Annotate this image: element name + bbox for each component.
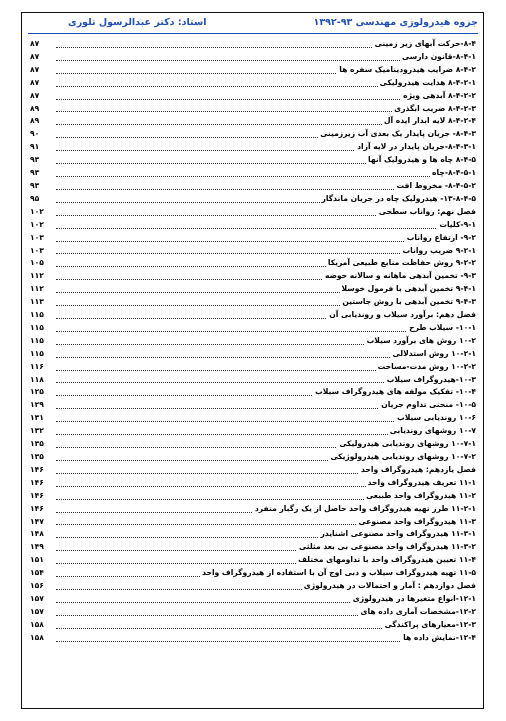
toc-entry-page: ۱۱۵ <box>30 310 44 320</box>
toc-entry-page: ۱۲۹ <box>30 400 44 410</box>
toc-entry-title: ۱۱-۵ تهیه هیدروگراف سیلاب و دبی اوج آن با استفاده از هیدروگراف واحد <box>200 567 476 580</box>
dot-leader <box>56 176 476 177</box>
toc-entry[interactable] <box>30 386 476 399</box>
toc-entry[interactable] <box>30 567 476 580</box>
toc-entry[interactable] <box>30 412 476 425</box>
toc-entry[interactable] <box>30 90 476 103</box>
toc-entry[interactable] <box>30 438 476 451</box>
toc-entry-page: ۱۵۷ <box>30 606 44 616</box>
toc-entry-page: ۱۵۷ <box>30 593 44 603</box>
toc-entry-page: ۹۳ <box>30 155 40 165</box>
toc-entry-title: ۱۰-۲-۱ روش استدلالی <box>391 348 476 361</box>
toc-entry-page: ۹۳ <box>30 168 40 178</box>
toc-entry-page: ۱۵۴ <box>30 568 44 578</box>
toc-entry-title: ۸-۴-حرکت آبهای زیر زمینی <box>373 38 476 51</box>
toc-entry-title: ۹-۴-۳ تخمین آبدهی با روش جاستین <box>340 296 476 309</box>
toc-entry[interactable] <box>30 580 476 593</box>
toc-entry[interactable] <box>30 180 476 193</box>
toc-entry-title: ۱۲-۱-انواع متغیرها در هیدرولوژی <box>351 593 476 606</box>
toc-entry[interactable] <box>30 232 476 245</box>
toc-entry-title: ۱۰-۳-هیدروگراف سیلاب <box>385 374 476 387</box>
toc-entry-title: ۸-۴-۲ ضرایب هیدرودینامیک سفره ها <box>337 64 476 77</box>
toc-entry-title: ۱۲-۳-معیارهای پراکندگی <box>383 619 476 632</box>
toc-entry[interactable] <box>30 245 476 258</box>
toc-entry-title: ۱۰-۲-۲ روش مدت-مساحت <box>376 361 476 374</box>
toc-entry[interactable] <box>30 451 476 464</box>
toc-entry-title: ۱۰-۵- منحنی تداوم جریان <box>379 399 476 412</box>
toc-entry-page: ۱۵۱ <box>30 555 44 565</box>
toc-entry[interactable] <box>30 141 476 154</box>
toc-entry-title: ۱۱-۱ تعریف هیدروگراف واحد <box>366 477 476 490</box>
toc-entry-page: ۱۴۹ <box>30 542 44 552</box>
page-header <box>28 17 478 33</box>
toc-entry-title: ۸-۴-۳- جریان پایدار یک بعدی آب زیرزمینی <box>318 128 476 141</box>
toc-entry-title: ۸-۴-۱-قانون دارسی <box>400 51 476 64</box>
toc-entry[interactable] <box>30 309 476 322</box>
toc-entry-title: ۸-۴-۵ چاه ها و هیدرولیک آنها <box>366 154 476 167</box>
toc-entry-title: ۱۲-۲-مشخصات آماری داده های <box>359 606 476 619</box>
toc-entry-title: ۱۱-۴ تعیین هیدروگراف واحد با تداومهای مختلف <box>296 554 476 567</box>
toc-entry-title: ۱۳-۸-۴-۵- هیدرولیک چاه در جریان ماندگار <box>320 193 476 206</box>
toc-entry[interactable] <box>30 206 476 219</box>
toc-entry-title: ۱۰-۱- سیلاب طرح <box>407 322 476 335</box>
toc-entry-page: ۱۱۸ <box>30 374 44 384</box>
toc-entry-page: ۹۰ <box>30 129 40 139</box>
toc-entry-title: ۹-۲- ارتفاع رواناب <box>405 232 476 245</box>
toc-entry-page: ۱۰۲ <box>30 219 44 229</box>
toc-entry[interactable] <box>30 477 476 490</box>
toc-entry-page: ۱۱۳ <box>30 297 44 307</box>
toc-entry-page: ۱۲۵ <box>30 387 44 397</box>
toc-entry-title: ۱۰-۷-۱ روشهای روندیابی هیدرولیکی <box>337 438 476 451</box>
toc-entry-page: ۸۷ <box>30 51 40 61</box>
toc-entry-title: ۸-۴-۳-۱-جریان پایدار در لایه آزاد <box>355 141 476 154</box>
toc-entry[interactable] <box>30 51 476 64</box>
toc-entry-title: ۱۰-۶ روندیابی سیلاب <box>395 412 476 425</box>
toc-entry-title: ۸-۴-۵-۲- مخروط افت <box>394 180 476 193</box>
toc-entry-page: ۱۴۶ <box>30 464 44 474</box>
toc-entry-title: ۱۱-۳-۱ هیدروگراف واحد مصنوعی اشنایدر <box>318 528 476 541</box>
toc-entry-page: ۸۹ <box>30 103 40 113</box>
author-name: استاد: دکتر عبدالرسول تلوری <box>68 17 207 28</box>
toc-entry-page: ۸۷ <box>30 39 40 48</box>
toc-entry-page: ۱۴۷ <box>30 516 44 526</box>
toc-entry-page: ۱۳۱ <box>30 413 44 423</box>
toc-entry[interactable] <box>30 154 476 167</box>
toc-entry-page: ۸۹ <box>30 116 40 126</box>
toc-entry-title: ۱۲-۴-نمایش داده ها <box>401 632 476 645</box>
toc-entry[interactable] <box>30 464 476 477</box>
toc-entry[interactable] <box>30 283 476 296</box>
toc-entry[interactable] <box>30 103 476 116</box>
toc-entry-page: ۱۱۵ <box>30 335 44 345</box>
toc-entry[interactable] <box>30 528 476 541</box>
toc-entry-title: ۱۱-۲ هیدروگراف واحد طبیعی <box>364 490 476 503</box>
toc-entry-title: ۱۱-۲-۱ طرز تهیه هیدروگراف واحد حاصل از یک رگبار منفرد <box>253 503 476 516</box>
toc-entry-page: ۱۴۸ <box>30 529 44 539</box>
toc-entry-page: ۱۰۳ <box>30 245 44 255</box>
toc-entry-title: فصل نهم: رواناب سطحی <box>377 206 476 219</box>
toc-entry-page: ۱۴۶ <box>30 503 44 513</box>
toc-entry-page: ۱۴۶ <box>30 490 44 500</box>
toc-entry-page: ۱۰۵ <box>30 258 44 268</box>
toc-entry-page: ۱۵۸ <box>30 619 44 629</box>
toc-entry-title: ۸-۴-۲-۴ لایه ابدار ایده آل <box>382 115 476 128</box>
table-of-contents <box>30 38 476 645</box>
toc-entry-page: ۱۳۵ <box>30 452 44 461</box>
toc-entry-page: ۸۷ <box>30 90 40 100</box>
toc-entry-page: ۱۱۵ <box>30 322 44 332</box>
toc-entry-title: فصل یازدهم: هیدروگراف واحد <box>359 464 476 477</box>
toc-entry[interactable] <box>30 490 476 503</box>
toc-entry-page: ۹۱ <box>30 142 40 152</box>
toc-entry-page: ۱۳۲ <box>30 426 44 436</box>
toc-entry-page: ۱۵۶ <box>30 581 44 591</box>
toc-entry-page: ۹۵ <box>30 193 40 203</box>
toc-entry[interactable] <box>30 374 476 387</box>
toc-entry-page: ۸۷ <box>30 64 40 74</box>
toc-entry-title: ۸-۴-۲-۲ آبدهی ویژه <box>401 90 476 103</box>
toc-entry-title: ۱۰-۷ روشهای روندیابی <box>388 425 476 438</box>
toc-entry-page: ۱۱۶ <box>30 361 44 371</box>
toc-entry[interactable] <box>30 219 476 232</box>
toc-entry[interactable] <box>30 77 476 90</box>
toc-entry[interactable] <box>30 348 476 361</box>
toc-entry-title: ۹-۲-۱ ضریب رواناب <box>401 245 477 258</box>
toc-entry-title: ۸-۴-۲-۱ هدایت هیدرولیکی <box>378 77 476 90</box>
toc-entry-title: ۸-۴-۲-۳ ضریب ابگذری <box>392 103 476 116</box>
toc-entry[interactable] <box>30 425 476 438</box>
toc-entry[interactable] <box>30 632 476 645</box>
toc-entry-title: ۱۰-۲ روش های برآورد سیلاب <box>365 335 476 348</box>
toc-entry[interactable] <box>30 335 476 348</box>
toc-entry[interactable] <box>30 115 476 128</box>
toc-entry[interactable] <box>30 593 476 606</box>
book-title: جزوه هیدرولوژی مهندسی ۹۳-۱۳۹۲ <box>313 17 478 28</box>
toc-entry-page: ۸۷ <box>30 77 40 87</box>
toc-entry-title: ۹-۱-کلیات <box>437 219 476 232</box>
toc-entry-title: ۱۱-۳ هیدروگراف واحد مصنوعی <box>357 516 477 529</box>
toc-entry[interactable] <box>30 257 476 270</box>
toc-entry-title: فصل دهم: برآورد سیلاب و روندیابی آن <box>327 309 476 322</box>
toc-entry[interactable] <box>30 322 476 335</box>
toc-entry-page: ۱۱۲ <box>30 284 44 294</box>
toc-entry[interactable] <box>30 361 476 374</box>
toc-entry-page: ۱۳۵ <box>30 439 44 449</box>
toc-entry-page: ۱۵۸ <box>30 632 44 642</box>
header-rule <box>28 33 478 34</box>
toc-entry[interactable] <box>30 38 476 51</box>
toc-entry[interactable] <box>30 64 476 77</box>
toc-entry[interactable] <box>30 541 476 554</box>
toc-entry[interactable] <box>30 128 476 141</box>
toc-entry-title: ۹-۲-۲ روش حفاظت منابع طبیعی آمریکا <box>326 257 476 270</box>
toc-entry[interactable] <box>30 606 476 619</box>
toc-entry[interactable] <box>30 399 476 412</box>
toc-entry-page: ۹۳ <box>30 180 40 190</box>
toc-entry-page: ۱۱۵ <box>30 348 44 358</box>
toc-entry-title: ۱۰-۷-۲ روشهای روندیابی هیدرولوژیکی <box>328 451 476 464</box>
toc-entry-page: ۱۱۲ <box>30 271 44 281</box>
toc-entry-title: ۸-۴-۵-۱-چاه <box>430 167 476 180</box>
toc-entry[interactable] <box>30 503 476 516</box>
toc-entry-title: ۹-۳- تخمین آبدهی ماهانه و سالانه حوضه <box>323 270 476 283</box>
toc-entry[interactable] <box>30 167 476 180</box>
dot-leader <box>56 228 476 229</box>
toc-entry[interactable] <box>30 296 476 309</box>
toc-entry[interactable] <box>30 193 476 206</box>
toc-entry[interactable] <box>30 270 476 283</box>
toc-entry[interactable] <box>30 554 476 567</box>
toc-entry-page: ۱۴۶ <box>30 477 44 487</box>
toc-entry-title: ۱۰-۴- تفکیک مولفه های هیدروگراف سیلاب <box>313 386 476 399</box>
toc-entry-page: ۱۰۳ <box>30 232 44 242</box>
toc-entry-title: ۹-۴-۱ تخمین آبدهی با فرمول خوسلا <box>340 283 477 296</box>
toc-entry[interactable] <box>30 619 476 632</box>
toc-entry-page: ۱۰۲ <box>30 206 44 216</box>
toc-entry-title: ۱۱-۳-۲ هیدروگراف واحد مصنوعی بی بعد مثلثی <box>297 541 476 554</box>
toc-entry[interactable] <box>30 516 476 529</box>
toc-entry-title: فصل دوازدهم : آمار و احتمالات در هیدرولوژی <box>302 580 476 593</box>
